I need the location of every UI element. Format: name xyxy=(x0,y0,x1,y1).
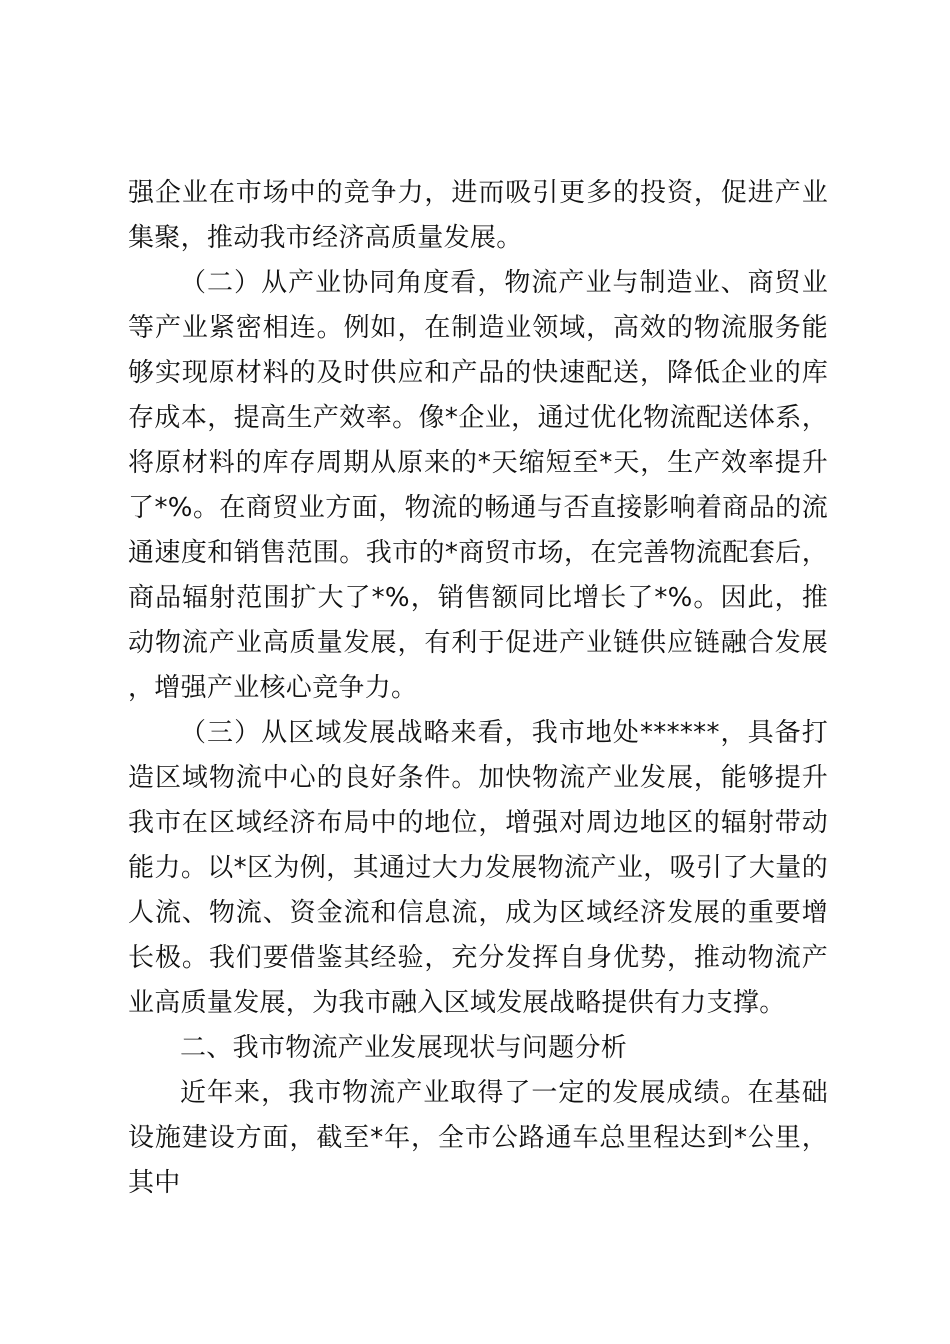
document-body xyxy=(128,171,828,1206)
section-heading: 二、我市物流产业发展现状与问题分析 xyxy=(180,1033,628,1063)
paragraph-industry-synergy: （二）从产业协同角度看，物流产业与制造业、商贸业等产业紧密相连。例如，在制造业领域，高效的物流服务能够实现原材料的及时供应和产品的快速配送，降低企业的库存成本，提高生产效率。像*企业，通过优化物流配送体系，将原材料的库存周期从原来的*天缩短至*天，生产效率提升了*%。在商贸业方面，物流的畅通与否直接影响着商品的流通速度和销售范围。我市的*商贸市场，在完善物流配套后，商品辐射范围扩大了*%，销售额同比增长了*%。因此，推动物流产业高质量发展，有利于促进产业链供应链融合发展，增强产业核心竞争力。 xyxy=(128,268,828,703)
paragraph-status: 近年来，我市物流产业取得了一定的发展成绩。在基础设施建设方面，截至*年，全市公路通车总里程达到*公里，其中 xyxy=(128,1078,828,1198)
paragraph-continuation: 强企业在市场中的竞争力，进而吸引更多的投资，促进产业集聚，推动我市经济高质量发展。 xyxy=(128,178,828,253)
paragraph-regional-strategy: （三）从区域发展战略来看，我市地处******，具备打造区域物流中心的良好条件。加快物流产业发展，能够提升我市在区域经济布局中的地位，增强对周边地区的辐射带动能力。以*区为例，其通过大力发展物流产业，吸引了大量的人流、物流、资金流和信息流，成为区域经济发展的重要增长极。我们要借鉴其经验，充分发挥自身优势，推动物流产业高质量发展，为我市融入区域发展战略提供有力支撑。 xyxy=(128,718,828,1018)
